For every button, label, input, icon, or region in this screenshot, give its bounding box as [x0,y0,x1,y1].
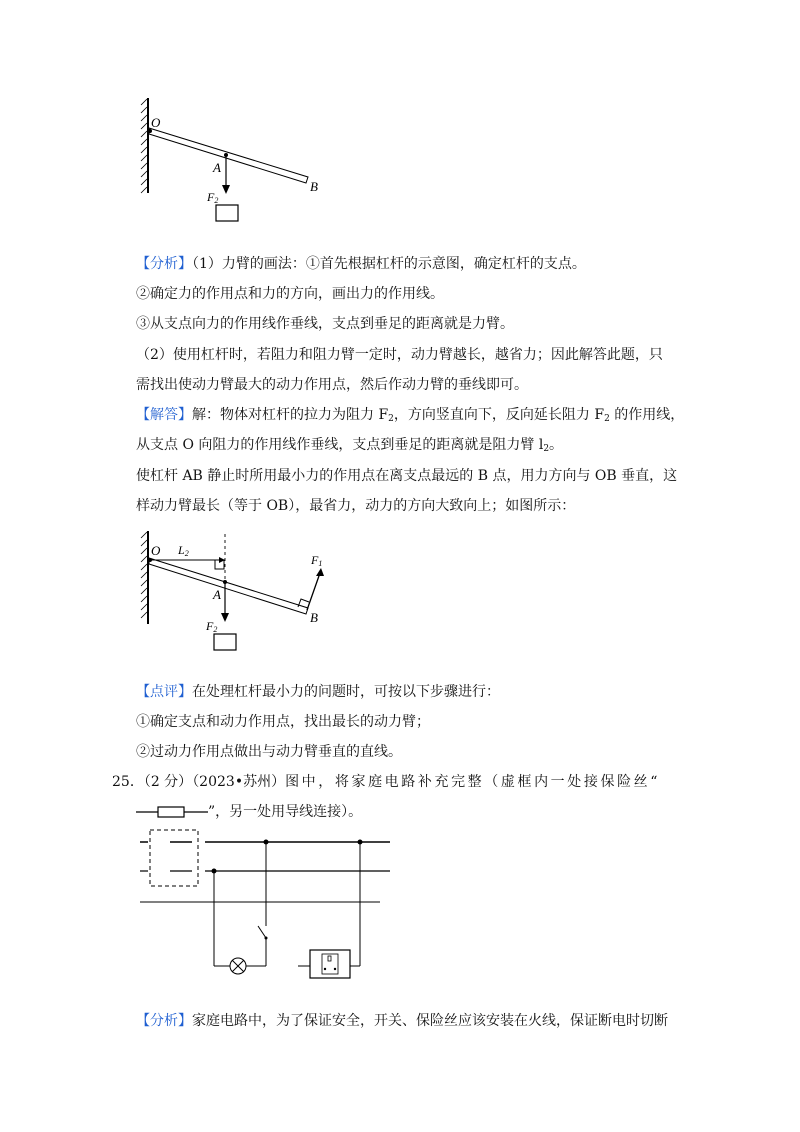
analysis2-line-1: 【分析】家庭电路中，为了保证安全，开关、保险丝应该安装在火线，保证断电时切断 [136,1013,668,1029]
analysis-line-4: （2）使用杠杆时，若阻力和阻力臂一定时，动力臂越长，越省力；因此解答此题，只 [136,347,663,363]
comment-line-1: 【点评】在处理杠杆最小力的问题时，可按以下步骤进行： [136,684,500,700]
comment-tag: 【点评】 [136,684,192,700]
fuse-symbol-icon [136,804,208,820]
question-25-line-2: ”，另一处用导线连接）。 [136,802,362,822]
label-B: B [310,610,318,625]
question-number: 25． [112,774,144,790]
label-L2: L2 [178,543,189,558]
label-B: B [310,179,318,194]
lever-figure-2 [130,528,340,658]
analysis2-tag: 【分析】 [136,1013,192,1029]
solution-line-3: 使杠杆 AB 静止时所用最小力的作用点在离支点最远的 B 点，用力方向与 OB 垂直，这 [136,468,678,484]
label-F2: F2 [207,190,219,205]
label-A: A [213,587,221,602]
solution-tag: 【解答】 [136,407,192,423]
comment-line-2: ①确定支点和动力作用点，找出最长的动力臂； [136,714,430,730]
analysis-line-5: 需找出使动力臂最大的动力作用点，然后作动力臂的垂线即可。 [136,377,528,393]
analysis-line-2: ②确定力的作用点和力的方向，画出力的作用线。 [136,286,444,302]
solution-line-4: 样动力臂最长（等于 OB），最省力，动力的方向大致向上；如图所示： [136,498,576,514]
lever-figure-1 [130,95,330,230]
solution-line-2: 从支点 O 向阻力的作用线作垂线，支点到垂足的距离就是阻力臂 $l_2$。 [136,437,564,454]
comment-line-3: ②过动力作用点做出与动力臂垂直的直线。 [136,744,402,760]
household-circuit-figure [130,826,400,986]
solution-line-1: 【解答】解：物体对杠杆的拉力为阻力 $F_2$，方向竖直向下，反向延长阻力 $F_2$ 的作用线， [136,407,685,424]
analysis-tag: 【分析】 [136,256,192,272]
analysis-line-3: ③从支点向力的作用线作垂线，支点到垂足的距离就是力臂。 [136,316,514,332]
label-O: O [151,115,161,130]
analysis-line-1: 【分析】（1）力臂的画法：①首先根据杠杆的示意图，确定杠杆的支点。 [136,256,586,272]
label-F1: F1 [311,553,323,568]
label-O: O [151,543,161,558]
label-F2: F2 [206,619,218,634]
label-A: A [213,160,221,175]
question-25-line-1: 25．（2 分）（2023•苏州）图中，将家庭电路补充完整（虚框内一处接保险丝“ [112,774,661,790]
